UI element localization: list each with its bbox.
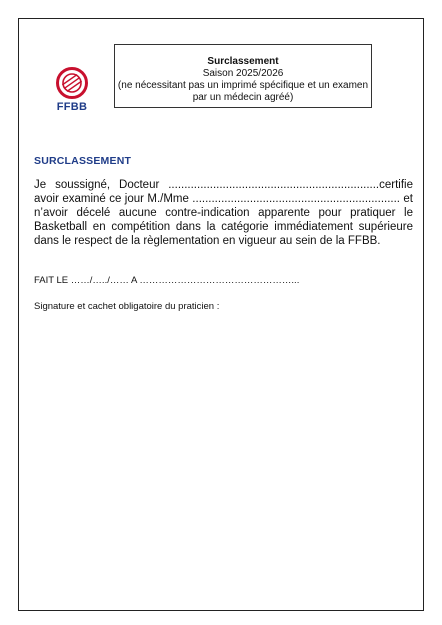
logo-text: FFBB (56, 101, 88, 113)
basketball-icon (55, 66, 89, 100)
header-title: Surclassement (207, 56, 279, 67)
section-heading: SURCLASSEMENT (34, 155, 132, 167)
certificate-paragraph: Je soussigné, Docteur ..................................................................certifie avoir examiné ce jour M./Mme ................................................................. et n’avoir décelé aucune contre-indication apparente pour pratiquer le Basketball en compétition dans la catégorie immédiatement supérieure dans le respect de la règlementation en vigueur au sein de la FFBB. (34, 179, 413, 247)
certificate-text (34, 178, 413, 248)
signature-area (34, 318, 413, 588)
fait-le-line: FAIT LE ……/…../…… A …………………………………………... (34, 275, 300, 286)
header-season: Saison 2025/2026 (202, 68, 284, 79)
header-box (114, 44, 372, 108)
header-note: (ne nécessitant pas un imprimé spécifique et un examen par un médecin agréé) (117, 80, 369, 103)
ffbb-logo (55, 66, 89, 116)
signature-label: Signature et cachet obligatoire du praticien : (34, 301, 220, 312)
